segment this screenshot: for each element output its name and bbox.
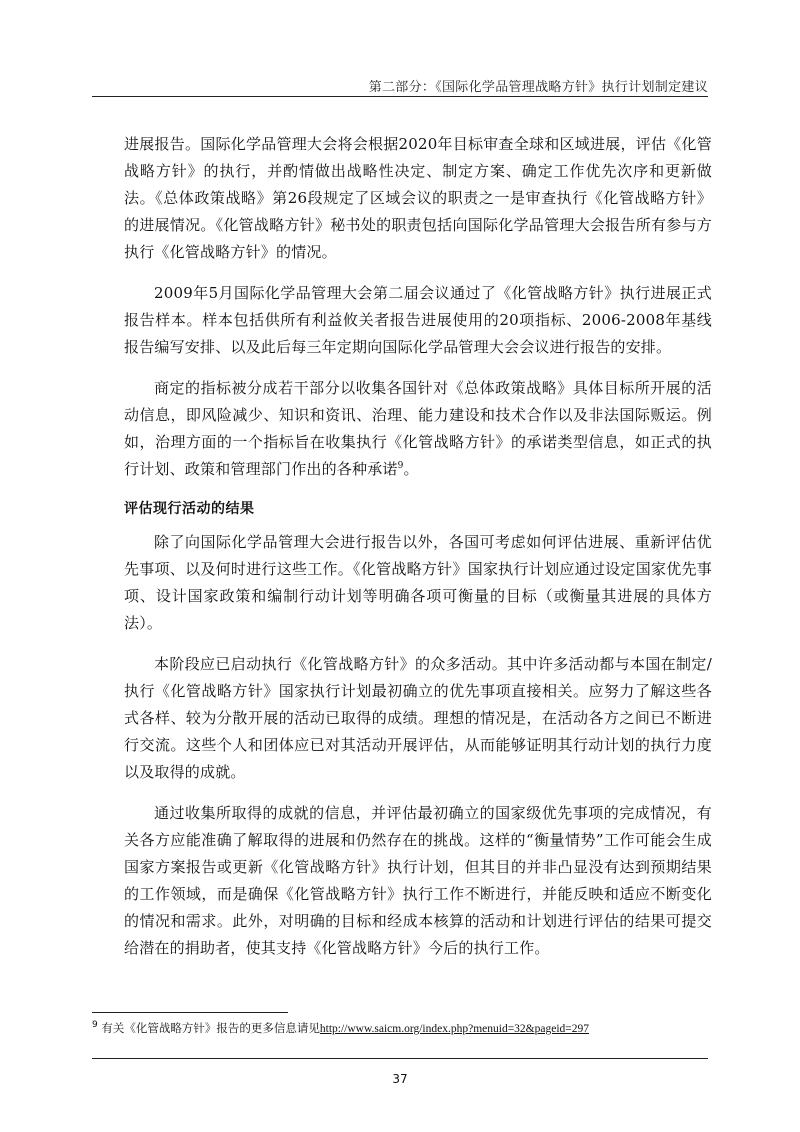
footnote-link[interactable]: http://www.saicm.org/index.php?menuid=32&pageid=297 (319, 1023, 590, 1035)
footnote-marker: 9 (92, 1020, 98, 1031)
footnote-text: 有关《化管战略方针》报告的更多信息请见 (101, 1021, 320, 1035)
page-number: 37 (392, 1072, 408, 1086)
footnote (92, 1020, 708, 1037)
header-rule (92, 96, 708, 97)
paragraph-2: 2009年5月国际化学品管理大会第二届会议通过了《化管战略方针》执行进展正式报告样本。样本包括供所有利益攸关者报告进展使用的20项指标、2006-2008年基线报告编写安排、以及此后每三年定期向国际化学品管理大会会议进行报告的安排。 (124, 284, 712, 356)
paragraph-6: 通过收集所取得的成就的信息，并评估最初确立的国家级优先事项的完成情况，有关各方应能准确了解取得的进展和仍然存在的挑战。这样的“衡量情势”工作可能会生成国家方案报告或更新《化管战略方针》执行计划，但其目的并非凸显没有达到预期结果的工作领域，而是确保《化管战略方针》执行工作不断进行，并能反映和适应不断变化的情况和需求。此外，对明确的目标和经成本核算的活动和计划进行评估的结果可提交给潜在的捐助者，使其支持《化管战略方针》今后的执行工作。 (124, 804, 712, 957)
running-header: 第二部分：《国际化学品管理战略方针》执行计划制定建议 (368, 80, 708, 95)
section-heading: 评估现行活动的结果 (124, 501, 255, 517)
footer-rule (92, 1058, 708, 1059)
body-text (124, 131, 712, 976)
footnote-rule (92, 1012, 288, 1013)
paragraph-4: 除了向国际化学品管理大会进行报告以外，各国可考虑如何评估进展、重新评估优先事项、以及何时进行这些工作。《化管战略方针》国家执行计划应通过设定国家优先事项、设计国家政策和编制行动计划等明确各项可衡量的目标（或衡量其进展的具体方法）。 (124, 533, 712, 632)
paragraph-3 (124, 375, 712, 483)
paragraph-3-text: 商定的指标被分成若干部分以收集各国针对《总体政策战略》具体目标所开展的活动信息，即风险减少、知识和资讯、治理、能力建设和技术合作以及非法国际贩运。例如，治理方面的一个指标旨在收集执行《化管战略方针》的承诺类型信息，如正式的执行计划、政策和管理部门作出的各种承诺 (124, 379, 712, 478)
paragraph-3-end: 。 (403, 460, 419, 478)
paragraph-5: 本阶段应已启动执行《化管战略方针》的众多活动。其中许多活动都与本国在制定/执行《化管战略方针》国家执行计划最初确立的优先事项直接相关。应努力了解这些各式各样、较为分散开展的活动已取得的成绩。理想的情况是，在活动各方之间已不断进行交流。这些个人和团体应已对其活动开展评估，从而能够证明其行动计划的执行力度以及取得的成就。 (124, 655, 712, 781)
footnote-ref[interactable]: 9 (397, 461, 404, 471)
paragraph-1: 进展报告。国际化学品管理大会将会根据2020年目标审查全球和区域进展，评估《化管战略方针》的执行，并酌情做出战略性决定、制定方案、确定工作优先次序和更新做法。《总体政策战略》第26段规定了区域会议的职责之一是审查执行《化管战略方针》的进展情况。《化管战略方针》秘书处的职责包括向国际化学品管理大会报告所有参与方执行《化管战略方针》的情况。 (124, 135, 712, 261)
